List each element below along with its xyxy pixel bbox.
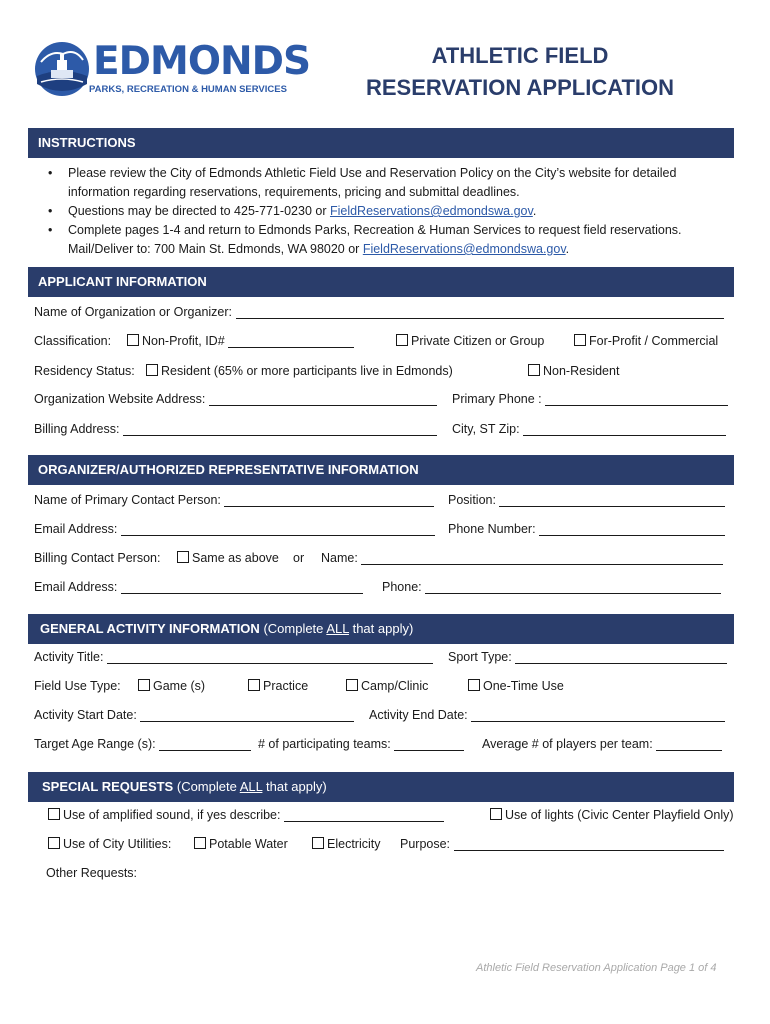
other-row bbox=[34, 866, 734, 884]
camp-label: Camp/Clinic bbox=[361, 679, 429, 693]
email2-label: Email Address: bbox=[34, 580, 118, 594]
phone2-field[interactable] bbox=[425, 580, 721, 594]
org-name-label: Name of Organization or Organizer: bbox=[34, 305, 233, 319]
instruction-item: • Please review the City of Edmonds Athletic Field Use and Reservation Policy on the City’s website for detailed information regarding reservations, requirements, pricing and submittal deadlines. bbox=[48, 164, 718, 202]
name-field[interactable] bbox=[361, 551, 723, 565]
billing-field[interactable] bbox=[123, 422, 437, 436]
players-label: Average # of players per team: bbox=[482, 737, 653, 751]
field-use-row bbox=[34, 679, 734, 697]
private-checkbox[interactable] bbox=[396, 334, 408, 346]
email-label: Email Address: bbox=[34, 522, 118, 536]
instructions-header: INSTRUCTIONS bbox=[28, 128, 734, 158]
amplified-label: Use of amplified sound, if yes describe: bbox=[63, 808, 281, 822]
lights-checkbox[interactable] bbox=[490, 808, 502, 820]
primary-phone-label: Primary Phone : bbox=[452, 392, 542, 406]
title-line-2: RESERVATION APPLICATION bbox=[365, 75, 675, 100]
activity-title-label: Activity Title: bbox=[34, 650, 104, 664]
website-field[interactable] bbox=[209, 392, 437, 406]
dates-row bbox=[34, 708, 734, 726]
page-title bbox=[360, 40, 680, 104]
activity-header: GENERAL ACTIVITY INFORMATION (Complete ALL that apply) bbox=[28, 614, 734, 644]
start-date-label: Activity Start Date: bbox=[34, 708, 137, 722]
contact-label: Name of Primary Contact Person: bbox=[34, 493, 221, 507]
utilities-row bbox=[34, 837, 734, 855]
organizer-header: ORGANIZER/AUTHORIZED REPRESENTATIVE INFORMATION bbox=[28, 455, 734, 485]
position-label: Position: bbox=[448, 493, 496, 507]
age-label: Target Age Range (s): bbox=[34, 737, 156, 751]
org-name-row bbox=[34, 305, 734, 323]
nonresident-label: Non-Resident bbox=[543, 364, 620, 378]
forprofit-checkbox[interactable] bbox=[574, 334, 586, 346]
camp-checkbox[interactable] bbox=[346, 679, 358, 691]
website-row bbox=[34, 392, 734, 410]
email-field[interactable] bbox=[121, 522, 435, 536]
amplified-checkbox[interactable] bbox=[48, 808, 60, 820]
other-label: Other Requests: bbox=[46, 866, 138, 880]
nonprofit-label: Non-Profit, ID# bbox=[142, 334, 225, 348]
onetime-checkbox[interactable] bbox=[468, 679, 480, 691]
end-date-label: Activity End Date: bbox=[369, 708, 468, 722]
contact-field[interactable] bbox=[224, 493, 434, 507]
page-footer: Athletic Field Reservation Application Page 1 of 4 bbox=[476, 962, 717, 974]
instruction-item: • Questions may be directed to 425-771-0230 or FieldReservations@edmondswa.gov. bbox=[48, 202, 718, 221]
position-field[interactable] bbox=[499, 493, 725, 507]
practice-checkbox[interactable] bbox=[248, 679, 260, 691]
purpose-field[interactable] bbox=[454, 837, 724, 851]
forprofit-label: For-Profit / Commercial bbox=[589, 334, 719, 348]
applicant-header: APPLICANT INFORMATION bbox=[28, 267, 734, 297]
onetime-label: One-Time Use bbox=[483, 679, 564, 693]
title-line-1: ATHLETIC FIELD bbox=[431, 43, 609, 68]
electricity-label: Electricity bbox=[327, 837, 381, 851]
billing-contact-row bbox=[34, 551, 734, 569]
email2-field[interactable] bbox=[121, 580, 363, 594]
activity-title-field[interactable] bbox=[107, 650, 433, 664]
billing-label: Billing Address: bbox=[34, 422, 120, 436]
logo-tagline: PARKS, RECREATION & HUMAN SERVICES bbox=[89, 84, 287, 95]
phone-number-label: Phone Number: bbox=[448, 522, 536, 536]
utilities-checkbox[interactable] bbox=[48, 837, 60, 849]
classification-label: Classification: bbox=[34, 334, 112, 348]
sport-label: Sport Type: bbox=[448, 650, 512, 664]
age-field[interactable] bbox=[159, 737, 251, 751]
amplified-row bbox=[34, 808, 734, 826]
website-label: Organization Website Address: bbox=[34, 392, 206, 406]
nonprofit-checkbox[interactable] bbox=[127, 334, 139, 346]
start-date-field[interactable] bbox=[140, 708, 354, 722]
resident-label: Resident (65% or more participants live in Edmonds) bbox=[161, 364, 453, 378]
water-label: Potable Water bbox=[209, 837, 288, 851]
email-link[interactable]: FieldReservations@edmondswa.gov bbox=[329, 204, 533, 218]
nonresident-checkbox[interactable] bbox=[528, 364, 540, 376]
age-teams-row bbox=[34, 737, 734, 755]
game-label: Game (s) bbox=[153, 679, 206, 693]
instructions-list bbox=[48, 164, 718, 259]
amplified-field[interactable] bbox=[284, 808, 444, 822]
email-link[interactable]: FieldReservations@edmondswa.gov bbox=[362, 242, 566, 256]
nonprofit-id-field[interactable] bbox=[228, 334, 354, 348]
field-use-label: Field Use Type: bbox=[34, 679, 121, 693]
logo-wordmark: EDMONDS bbox=[93, 39, 311, 84]
private-label: Private Citizen or Group bbox=[411, 334, 545, 348]
purpose-label: Purpose: bbox=[400, 837, 451, 851]
city-label: City, ST Zip: bbox=[452, 422, 520, 436]
contact-row bbox=[34, 493, 734, 511]
primary-phone-field[interactable] bbox=[545, 392, 728, 406]
sport-field[interactable] bbox=[515, 650, 727, 664]
billing-row bbox=[34, 422, 734, 440]
edmonds-logo bbox=[33, 40, 323, 100]
electricity-checkbox[interactable] bbox=[312, 837, 324, 849]
or-label: or bbox=[293, 551, 305, 565]
end-date-field[interactable] bbox=[471, 708, 725, 722]
phone-number-field[interactable] bbox=[539, 522, 725, 536]
email-row bbox=[34, 522, 734, 540]
teams-field[interactable] bbox=[394, 737, 464, 751]
lights-label: Use of lights (Civic Center Playfield Only) bbox=[505, 808, 734, 822]
name-label: Name: bbox=[321, 551, 358, 565]
utilities-label: Use of City Utilities: bbox=[63, 837, 172, 851]
players-field[interactable] bbox=[656, 737, 722, 751]
org-name-field[interactable] bbox=[236, 305, 724, 319]
lighthouse-emblem-icon bbox=[33, 40, 91, 98]
classification-row bbox=[34, 334, 734, 352]
email2-row bbox=[34, 580, 734, 598]
teams-label: # of participating teams: bbox=[258, 737, 391, 751]
phone2-label: Phone: bbox=[382, 580, 422, 594]
residency-label: Residency Status: bbox=[34, 364, 135, 378]
special-header: SPECIAL REQUESTS (Complete ALL that apply) bbox=[28, 772, 734, 802]
instruction-item: • Complete pages 1-4 and return to Edmonds Parks, Recreation & Human Services to request field reservations. Mail/Deliver to: 700 Main St. Edmonds, WA 98020 or FieldReservations@edmondswa.gov. bbox=[48, 221, 718, 259]
billing-contact-label: Billing Contact Person: bbox=[34, 551, 161, 565]
resident-checkbox[interactable] bbox=[146, 364, 158, 376]
water-checkbox[interactable] bbox=[194, 837, 206, 849]
practice-label: Practice bbox=[263, 679, 309, 693]
activity-title-row bbox=[34, 650, 734, 668]
game-checkbox[interactable] bbox=[138, 679, 150, 691]
city-field[interactable] bbox=[523, 422, 726, 436]
residency-row bbox=[34, 364, 734, 382]
same-as-above-label: Same as above bbox=[192, 551, 279, 565]
same-as-above-checkbox[interactable] bbox=[177, 551, 189, 563]
